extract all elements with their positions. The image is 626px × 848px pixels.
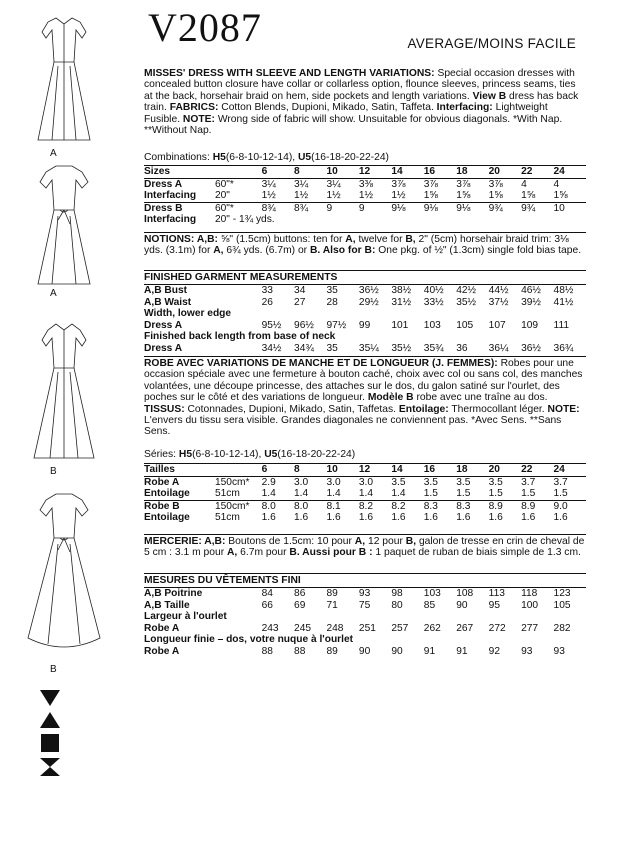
table-row: Robe A 150cm* 2.9 3.0 3.0 3.0 3.5 3.5 3.5 3.5 3.7 3.7: [144, 476, 568, 488]
view-label: A: [50, 288, 57, 299]
dress-b-front-sketch: [8, 318, 118, 468]
sizes-header-row: Sizes 6 8 10 12 14 16 18 20 22 24: [144, 166, 586, 179]
table-row: A,B Waist 26 27 28 29½ 31½ 33½ 35½ 37½ 39½ 41½: [144, 296, 574, 308]
english-description: MISSES' DRESS WITH SLEEVE AND LENGTH VARIATIONS: Special occasion dresses with concealed button closure have collar or collarless option, flounce sleeves, princess seams, ties at the back, horsehair braid on hem, side pockets and length variations. View B dress has back train. FABRICS: Cotton Blends, Dupioni, Mikado, Satin, Taffeta. Interfacing: Lightweight Fusible. NOTE: Wrong side of fabric will show. Unsuitable for obvious diagonals. *With Nap. **Without Nap.: [144, 68, 579, 137]
dress-b-back-sketch: [8, 488, 118, 658]
table-row: A,B Bust 33 34 35 36½ 38½ 40½ 42½ 44½ 46½ 48½: [144, 285, 574, 296]
table-row: Dress B 60"* 8¾ 8¾ 9 9 9⅛ 9⅛ 9⅛ 9¾ 9¾ 10: [144, 202, 586, 214]
pattern-symbols: [38, 688, 62, 778]
english-measurements-table: [144, 285, 586, 355]
english-yardage-table: [144, 165, 586, 226]
table-row: A,B Taille 66 69 71 75 80 85 90 95 100 105: [144, 599, 571, 611]
pattern-number: V2087: [148, 5, 262, 50]
table-row: Interfacing 20" - 1¾ yds.: [144, 214, 275, 226]
table-row: Dress A 34½ 34¾ 35 35¼ 35½ 35¾ 36 36¼ 36½ 36¾: [144, 342, 574, 354]
table-row: Robe A 88 88 89 90 90 91 91 92 93 93: [144, 645, 565, 657]
view-label: B: [50, 466, 57, 477]
combinations-line: Combinations: H5(6-8-10-12-14), U5(16-18-20-22-24): [144, 152, 389, 163]
french-measurements-table: [144, 588, 586, 658]
table-row: Interfacing 20" 1½ 1½ 1½ 1½ 1½ 1⅝ 1⅝ 1⅝ 1⅝ 1⅝: [144, 190, 568, 202]
difficulty-label: AVERAGE/MOINS FACILE: [407, 36, 576, 51]
table-row: Dress A 95½ 96½ 97½ 99 101 103 105 107 109 111: [144, 319, 570, 331]
hourglass-icon: [40, 758, 60, 776]
arrow-up-icon: [40, 712, 60, 728]
subsection-row: Width, lower edge: [144, 308, 232, 320]
square-icon: [41, 734, 59, 752]
arrow-down-icon: [40, 690, 60, 706]
table-row: Dress A 60"* 3¼ 3¼ 3¼ 3⅜ 3⅞ 3⅞ 3⅞ 3⅞ 4 4: [144, 178, 560, 190]
series-line: Séries: H5(6-8-10-12-14), U5(16-18-20-22-24): [144, 449, 356, 460]
subsection-row: Finished back length from base of neck: [144, 331, 336, 343]
table-row: Entoilage 51cm 1.6 1.6 1.6 1.6 1.6 1.6 1.6 1.6 1.6 1.6: [144, 512, 568, 524]
sizes-header-row: Tailles 6 8 10 12 14 16 18 20 22 24: [144, 464, 586, 477]
dress-a-front-sketch: [8, 10, 118, 145]
mercerie-text: MERCERIE: A,B: Boutons de 1.5cm: 10 pour A, 12 pour B, galon de tresse en crin de cheval de 5 cm : 3.1 m pour A, 6.7m pour B. Aussi pour B : 1 paquet de ruban de biais simple de 1.3 cm.: [144, 536, 585, 559]
notions-text: NOTIONS: A,B: ⅝" (1.5cm) buttons: ten for A, twelve for B, 2" (5cm) horsehair braid trim: 3⅛ yds. (3.1m) for A, 6¾ yds. (6.7m) or B. Also for B: One pkg. of ½" (1.3cm) single fold bias tape.: [144, 234, 582, 257]
table-row: Entoilage 51cm 1.4 1.4 1.4 1.4 1.4 1.5 1.5 1.5 1.5 1.5: [144, 488, 568, 500]
subsection-row: Largeur à l'ourlet: [144, 611, 227, 623]
view-label: A: [50, 148, 57, 159]
french-yardage-table: [144, 463, 586, 524]
table-row: A,B Poitrine 84 86 89 93 98 103 108 113 118 123: [144, 588, 571, 599]
finished-measurements-title-fr: MESURES DU VÊTEMENTS FINI: [144, 575, 301, 586]
table-row: Robe B 150cm* 8.0 8.0 8.1 8.2 8.2 8.3 8.3 8.9 8.9 9.0: [144, 500, 586, 512]
view-label: B: [50, 664, 57, 675]
dress-a-back-sketch: [8, 160, 118, 290]
french-description: ROBE AVEC VARIATIONS DE MANCHE ET DE LONGUEUR (J. FEMMES): Robes pour une occasion spéciale avec une fermeture à bouton caché, choix avec col ou sans col, des manches volantées, une découpe princesse, des attaches sur le dos, du galon satiné sur l'ourlet, des poches sur le côté et des variations de longueur. Modèle B robe avec une traîne au dos. TISSUS: Cotonnades, Dupioni, Mikado, Satin, Taffetas. Entoilage: Thermocollant léger. NOTE: L'envers du tissu sera visible. Grandes diagonales ne conviennent pas. *Avec Sens. **Sans Sens.: [144, 358, 583, 438]
table-row: Robe A 243 245 248 251 257 262 267 272 277 282: [144, 622, 571, 634]
subsection-row: Longueur finie – dos, votre nuque à l'ourlet: [144, 634, 354, 646]
finished-measurements-title: FINISHED GARMENT MEASUREMENTS: [144, 272, 338, 283]
